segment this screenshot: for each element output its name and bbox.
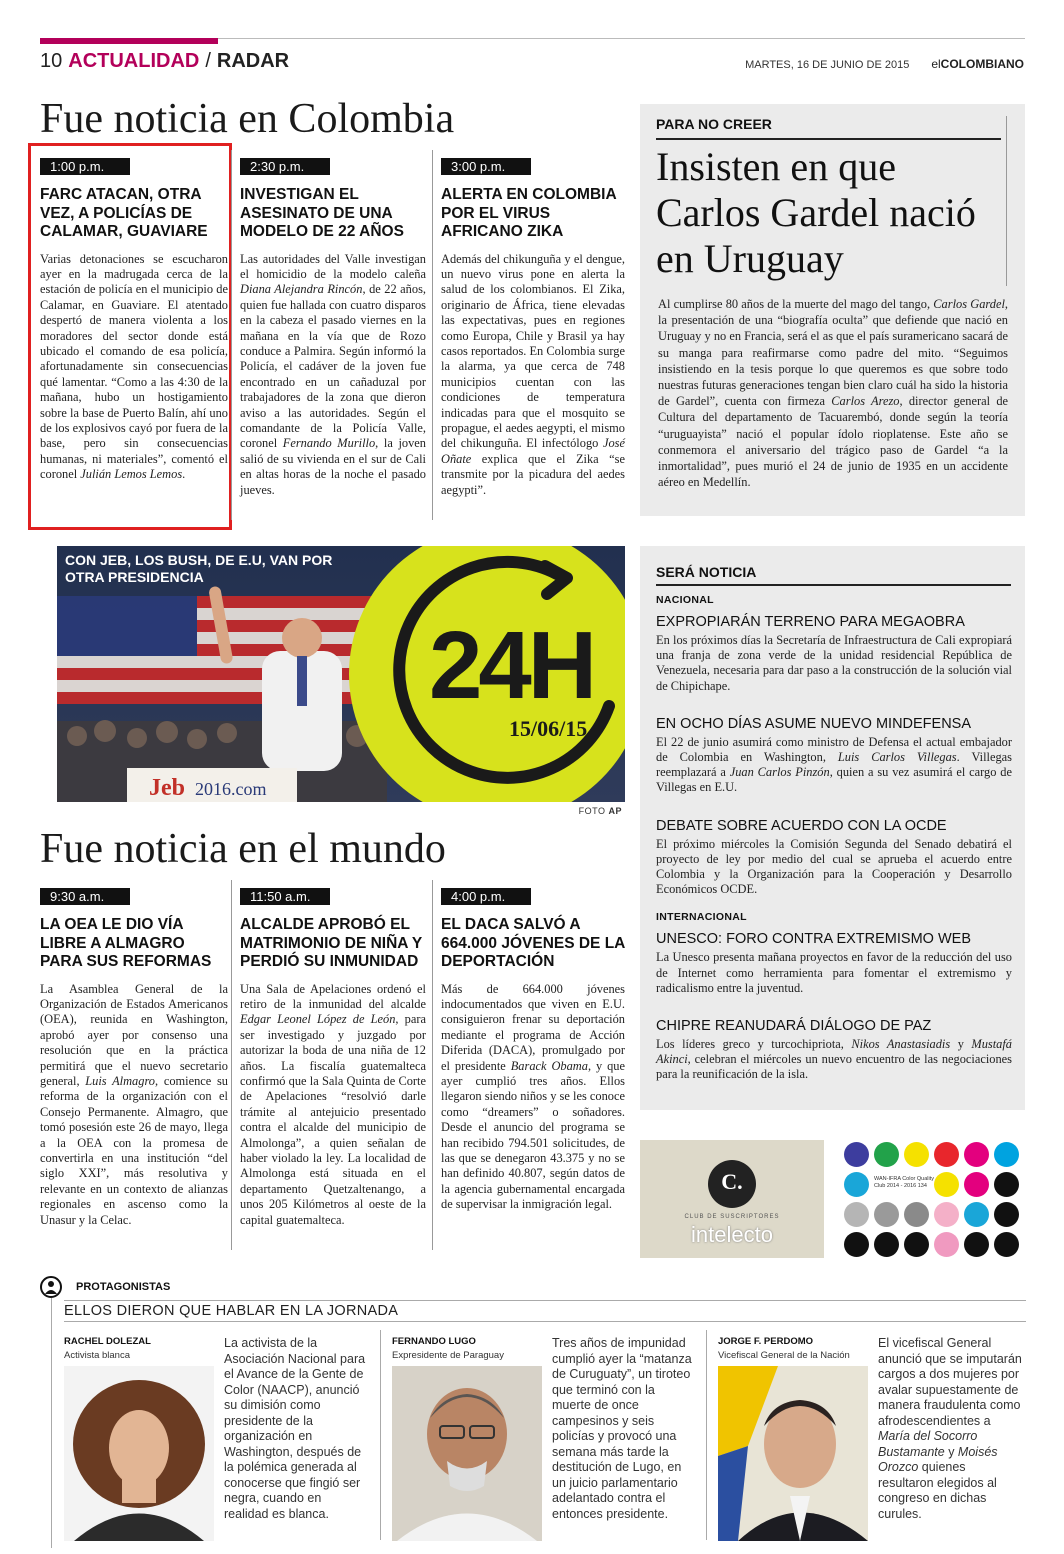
protagonist-role: Vicefiscal General de la Nación	[718, 1350, 850, 1361]
svg-text:2016.com: 2016.com	[195, 779, 267, 799]
page-number: 10	[40, 50, 63, 72]
color-swatch	[964, 1142, 989, 1167]
color-swatch	[844, 1202, 869, 1227]
photo-credit-prefix: FOTO	[578, 806, 606, 816]
article-headline[interactable]: ALCALDE APROBÓ EL MATRIMONIO DE NIÑA Y PERDIÓ SU INMUNIDAD	[240, 916, 422, 970]
section-separator: /	[205, 50, 211, 72]
upcoming-item[interactable]	[656, 1018, 1012, 1083]
article-body: La Asamblea General de la Organización de Estados Americanos (OEA), reunida en Washington, aprobó ayer por consenso una resolución que en la práctica permitirá que el nuevo secretario general, Luis Almagro, comience su reforma de la organización con el Consejo Permanente. Almagro, que tomó posesión este 26 de mayo, llega a la OEA con la promesa de convertirla en una institución “del siglo XXI”, más resolutiva y relevante en un contexto de alianzas regionales en ascenso como la Unasur y la Celac.	[40, 981, 229, 1227]
section-name[interactable]: ACTUALIDAD	[68, 50, 200, 72]
mundo-section-title: Fue noticia en el mundo	[40, 826, 446, 872]
feature-photo[interactable]	[57, 546, 625, 802]
masthead-right	[745, 57, 1024, 71]
protagonist-divider	[380, 1330, 381, 1540]
color-swatch	[844, 1142, 869, 1167]
color-swatch	[874, 1142, 899, 1167]
person-icon	[40, 1276, 62, 1298]
protagonist-text: Tres años de impunidad cumplió ayer la “matanza de Curuguaty”, un tiroteo que terminó con la muerte de once campesinos y seis policías y provocó una semana más tarde la destitución de Lugo, en un juicio parlamentario adelantado contra el entonces presidente.	[552, 1336, 692, 1521]
color-swatch	[844, 1232, 869, 1257]
subscribers-club-ad[interactable]	[640, 1140, 824, 1258]
upcoming-headline[interactable]: EN OCHO DÍAS ASUME NUEVO MINDEFENSA	[656, 715, 972, 732]
mundo-article-3[interactable]	[441, 888, 625, 1213]
article-body: Una Sala de Apelaciones ordenó el retiro de la inmunidad del alcalde Edgar Leonel López de León, para ser investigado y juzgado por autorizar la boda de una niña de 12 años. La fiscalía guatemalteca confirmó que la Sala Quinta de Corte de Apelaciones “resolvió darle trámite al antejuicio presentado contra el alcalde del municipio de Almolonga”, a quien señalan de haber violado la ley. La localidad de Almolonga está situada en el departamento Quetzaltenango, a unos 205 Kilómetros al oeste de la capital guatemalteca.	[240, 981, 426, 1227]
protagonist-role: Expresidente de Paraguay	[392, 1350, 504, 1361]
color-swatch	[904, 1202, 929, 1227]
upcoming-item[interactable]	[656, 818, 1012, 898]
upcoming-body: El 22 de junio asumirá como ministro de Defensa el actual embajador de Colombia en Washington, Luis Carlos Villegas. Villegas reemplazará a Juan Carlos Pinzón, quien a su vez asumirá el cargo de Villegas en E.U.	[656, 734, 1012, 795]
photo-credit-agency: AP	[608, 806, 622, 816]
upcoming-item[interactable]	[656, 716, 1012, 796]
24h-badge: 24H	[429, 612, 594, 719]
color-quality-swatches	[840, 1140, 1028, 1262]
column-divider	[432, 880, 433, 1250]
column-divider	[231, 880, 232, 1250]
upcoming-body: Los líderes greco y turcochipriota, Nikos Anastasiadis y Mustafá Akinci, celebran el miércoles un nuevo encuentro de las negociaciones para la reunificación de la isla.	[656, 1037, 1012, 1082]
protagonistas-label: PROTAGONISTAS	[76, 1281, 171, 1293]
article-time: 4:00 p.m.	[441, 888, 531, 905]
article-time: 9:30 a.m.	[40, 888, 130, 905]
protagonist-photo	[64, 1366, 214, 1541]
colombia-section-title: Fue noticia en Colombia	[40, 96, 455, 142]
color-swatch	[964, 1202, 989, 1227]
photo-credit	[579, 806, 622, 816]
feature-body: Al cumplirse 80 años de la muerte del mago del tango, Carlos Gardel, la presentación de una “biografía oculta” que defiende que nació en Uruguay y no en Francia, será el as que el país suramericano sacará de su manga para reafirmarse como padre del mito. “Seguimos insistiendo en la tesis porque lo que queremos es que sobre todo nuestras futuras generaciones tengan bien claro cuál ha sido la historia de Gardel”, cuenta con firmeza Carlos Arezo, director general de Cultura del departamento de Tacuarembó, donde según la teoría “uruguayista” nació el popular ídolo rioplatense. Este año se conmemora el aniversario del trágico paso de Gardel “a la inmortalidad”, pues murió el 24 de junio de 1935 en un accidente aéreo en Medellín.	[658, 297, 1009, 490]
club-text: CLUB DE SUSCRIPTORES	[684, 1214, 780, 1220]
panel-divider	[1006, 116, 1007, 286]
upcoming-item[interactable]	[656, 931, 1012, 996]
upcoming-headline[interactable]: UNESCO: FORO CONTRA EXTREMISMO WEB	[656, 931, 971, 948]
color-swatch	[904, 1142, 929, 1167]
protagonistas-rule	[64, 1300, 1026, 1301]
subsection-name[interactable]: RADAR	[216, 50, 290, 72]
brand-prefix: el	[931, 57, 941, 71]
article-body: Además del chikunguña y el dengue, un nuevo virus pone en alerta la salud de los colombianos. El Zika, originario de África, tiene elevadas las expectativas, pues en regiones como Europa, Chile y Brasil ya hay casos reportados. En Colombia surge la alarma, ya que cerca de 748 municipios cuentan con las condiciones de temperatura indicadas para que el mosquito se propague, el aedes aegypti, el mismo del chikunguña. El infectólogo José Oñate explica que el Zika “se transmite por la picadura del aedes aegypti”.	[441, 251, 625, 497]
color-swatch	[994, 1202, 1019, 1227]
protagonist-name: JORGE F. PERDOMO	[718, 1336, 814, 1347]
color-swatch	[994, 1172, 1019, 1197]
article-headline[interactable]: EL DACA SALVÓ A 664.000 JÓVENES DE LA DEPORTACIÓN	[441, 916, 625, 970]
color-swatch	[874, 1232, 899, 1257]
article-headline[interactable]: ALERTA EN COLOMBIA POR EL VIRUS AFRICANO ZIKA	[441, 186, 617, 240]
category-nacional: NACIONAL	[656, 594, 714, 606]
category-internacional: INTERNACIONAL	[656, 911, 747, 924]
upcoming-body: El próximo miércoles la Comisión Segunda del Senado debatirá el proyecto de ley por medio del cual se aprueba el acuerdo entre Colombia y la Organización para la Cooperación y Desarrollo Económicos OCDE.	[656, 836, 1012, 897]
protagonistas-rule-vertical	[51, 1298, 52, 1548]
article-headline[interactable]: FARC ATACAN, OTRA VEZ, A POLICÍAS DE CALAMAR, GUAVIARE	[40, 186, 208, 240]
protagonist-divider	[706, 1330, 707, 1540]
brand-name: COLOMBIANO	[940, 57, 1024, 71]
sera-noticia-panel	[640, 546, 1025, 1110]
issue-date: MARTES, 16 DE JUNIO DE 2015	[745, 59, 910, 71]
article-time: 3:00 p.m.	[441, 158, 531, 175]
upcoming-item[interactable]	[656, 614, 1012, 694]
article-time: 11:50 a.m.	[240, 888, 330, 905]
color-swatch	[934, 1202, 959, 1227]
mundo-article-2[interactable]	[240, 888, 426, 1228]
color-swatch	[994, 1142, 1019, 1167]
color-swatch	[934, 1232, 959, 1257]
protagonist-name: RACHEL DOLEZAL	[64, 1336, 151, 1347]
article-time: 2:30 p.m.	[240, 158, 330, 175]
color-swatch	[964, 1172, 989, 1197]
article-body: Varias detonaciones se escucharon ayer en la madrugada cerca de la estación de policía en el municipio de Calamar, en Guaviare. El atentado despertó de manera violenta a los moradores del sector donde está ubicado el comando de esa policía, afortunadamente sin consecuencias qué lamentar. “Como a las 4:30 de la mañana, hubo un hostigamiento sobre la base de Puerto Balín, ahí uno de los explosivos cayó por fuera de la base, pero sin consecuencias humanas, ni materiales”, comentó el coronel Julián Lemos Lemos.	[40, 251, 228, 482]
protagonist-card[interactable]	[718, 1330, 1028, 1540]
protagonist-photo	[392, 1366, 542, 1541]
upcoming-headline[interactable]: CHIPRE REANUDARÁ DIÁLOGO DE PAZ	[656, 1018, 932, 1035]
upcoming-body: La Unesco presenta mañana proyectos en favor de la reducción del uso de Internet como herramienta para fomentar el extremismo y radicalismo entre la juventud.	[656, 950, 1012, 995]
section-header	[40, 50, 289, 73]
24h-badge-date: 15/06/15	[509, 716, 588, 741]
panel-label: PARA NO CREER	[656, 116, 772, 132]
protagonistas-rule	[64, 1321, 1026, 1322]
colombia-article-2[interactable]	[240, 158, 426, 498]
upcoming-headline[interactable]: DEBATE SOBRE ACUERDO CON LA OCDE	[656, 817, 947, 834]
colombia-article-1[interactable]	[40, 158, 228, 483]
panel-label-rule	[656, 584, 1011, 586]
color-swatch	[964, 1232, 989, 1257]
campaign-sign-text: Jeb	[149, 775, 185, 801]
article-time: 1:00 p.m.	[40, 158, 130, 175]
club-logo: C.	[708, 1160, 756, 1208]
column-divider	[231, 150, 232, 520]
article-headline[interactable]: INVESTIGAN EL ASESINATO DE UNA MODELO DE 22 AÑOS	[240, 186, 404, 240]
protagonistas-subtitle: ELLOS DIERON QUE HABLAR EN LA JORNADA	[64, 1303, 399, 1319]
protagonist-name: FERNANDO LUGO	[392, 1336, 476, 1347]
article-body: Más de 664.000 jóvenes indocumentados que viven en E.U. consiguieron frenar su deportación mediante el programa de Acción Diferida (DACA), promulgado por el presidente Barack Obama, y que ayer cumplió tres años. Ellos llegaron siendo niños y se les conoce como “dreamers” o soñadores. Desde el anuncio del programa se han recibido 794.501 solicitudes, de las que se denegaron 43.375 y no se han definido 40.807, según datos de la agencia gubernamental encargada de supervisar la inmigración legal.	[441, 981, 625, 1212]
article-body: Las autoridades del Valle investigan el homicidio de la modelo caleña Diana Alejandra Rincón, de 22 años, quien fue hallada con cuatro disparos en la cabeza el pasado viernes en la mañana en la vía que de Rozo conduce a Palmira. Según informó la Policía, el cadáver de la joven fue encontrado en un cañaduzal por trabajadores de la zona que dieron aviso a las autoridades. Según el comandante de la Policía Valle, coronel Fernando Murillo, la joven salió de su vivienda en el sur de Cali en altas horas de la noche el pasado jueves.	[240, 251, 427, 497]
color-swatch	[994, 1232, 1019, 1257]
panel-label: SERÁ NOTICIA	[656, 564, 757, 580]
protagonist-card[interactable]	[64, 1330, 374, 1540]
mundo-article-1[interactable]	[40, 888, 228, 1228]
section-accent-bar	[40, 38, 218, 44]
upcoming-headline[interactable]: EXPROPIARÁN TERRENO PARA MEGAOBRA	[656, 614, 965, 630]
para-no-creer-panel	[640, 104, 1025, 516]
color-swatch	[904, 1232, 929, 1257]
column-divider	[432, 150, 433, 520]
feature-headline[interactable]: Insisten en que Carlos Gardel nació en Uruguay	[656, 144, 976, 281]
photo-caption: CON JEB, LOS BUSH, DE E.U, VAN POR OTRA PRESIDENCIA	[65, 552, 333, 585]
club-brand: intelecto	[691, 1222, 773, 1247]
article-headline[interactable]: LA OEA LE DIO VÍA LIBRE A ALMAGRO PARA SUS REFORMAS	[40, 916, 212, 970]
colombia-article-3[interactable]	[441, 158, 625, 498]
color-swatch	[844, 1172, 869, 1197]
protagonist-text: El vicefiscal General anunció que se imputarán cargos a dos mujeres por avalar supuestamente de manera fraudulenta como afrodescendientes a María del Socorro Bustamante y Moisés Orozco quienes resultaron elegidos al congreso en dichas curules.	[878, 1336, 1022, 1521]
wan-ifra-text: WAN-IFRA Color Quality Club 2014 - 2016 134	[874, 1176, 935, 1189]
color-swatch	[934, 1142, 959, 1167]
protagonist-text: La activista de la Asociación Nacional para el Avance de la Gente de Color (NAACP), anunció su dimisión como presidente de la organización en Washington, después de la polémica generada al conocerse que fingió ser negra, cuando en realidad es blanca.	[224, 1336, 366, 1521]
protagonist-card[interactable]	[392, 1330, 702, 1540]
protagonist-photo	[718, 1366, 868, 1541]
color-swatch	[874, 1202, 899, 1227]
panel-label-rule	[656, 138, 1001, 140]
protagonist-role: Activista blanca	[64, 1350, 131, 1361]
upcoming-body: En los próximos días la Secretaría de Infraestructura de Cali expropiará una franja de zona verde de la unidad residencial República de Venezuela, necesaria para dar paso a la construcción de la solución vial de Chipichape.	[656, 633, 1012, 693]
